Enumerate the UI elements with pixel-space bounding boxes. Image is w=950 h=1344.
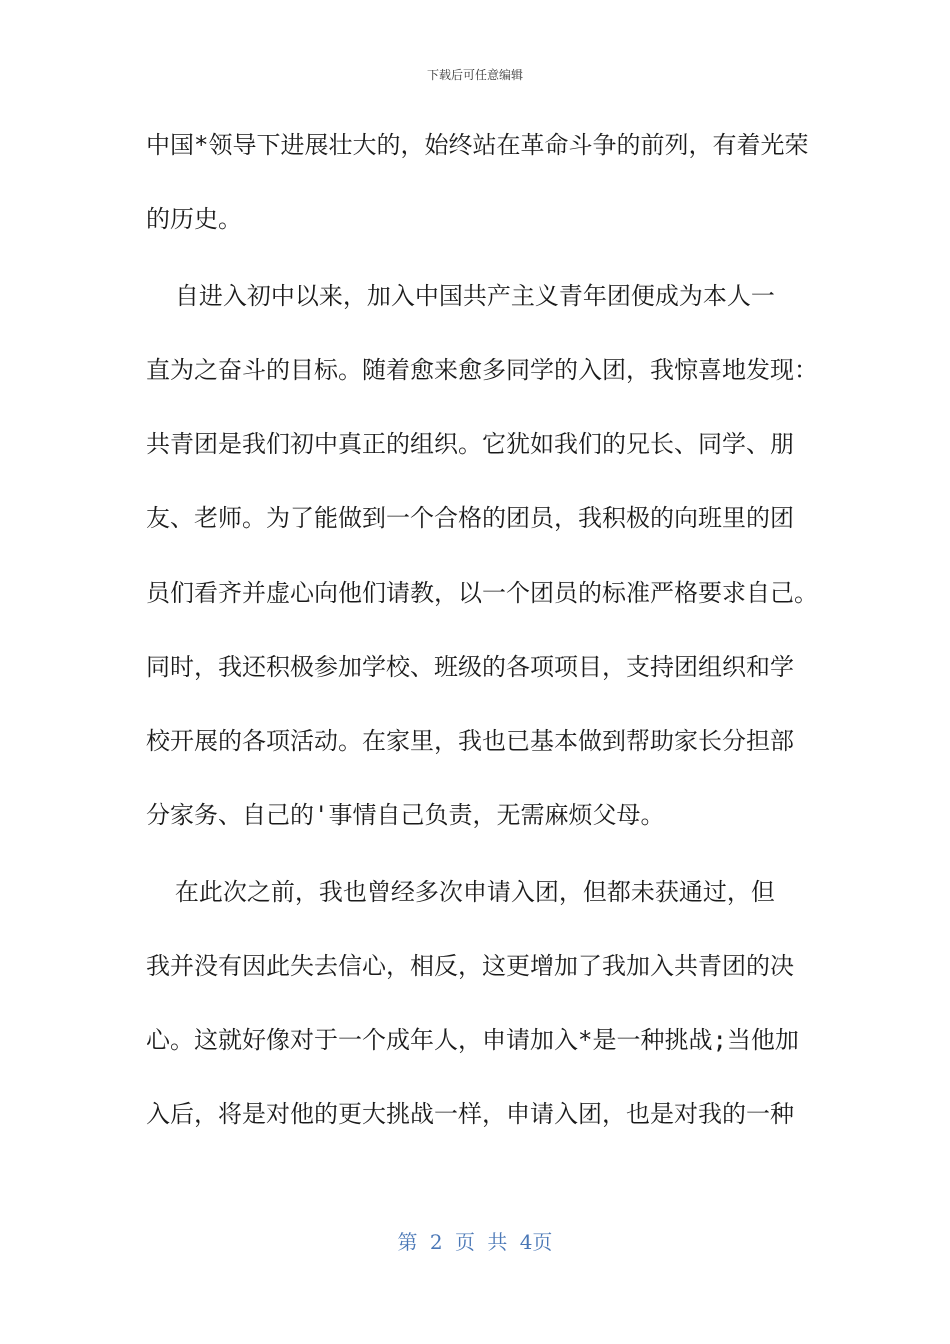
text-line: 心。这就好像对于一个成年人，申请加入*是一种挑战;当他加	[146, 1026, 799, 1054]
text-line: 的历史。	[146, 205, 242, 233]
text-line: 同时，我还积极参加学校、班级的各项项目，支持团组织和学	[146, 653, 794, 681]
text-line: 在此次之前，我也曾经多次申请入团，但都未获通过，但	[146, 878, 775, 906]
text-line: 共青团是我们初中真正的组织。它犹如我们的兄长、同学、朋	[146, 430, 794, 458]
text-line: 自进入初中以来，加入中国共产主义青年团便成为本人一	[146, 282, 775, 310]
text-line: 直为之奋斗的目标。随着愈来愈多同学的入团，我惊喜地发现：	[146, 356, 818, 384]
page-header: 下载后可任意编辑	[426, 68, 523, 82]
text-line: 我并没有因此失去信心，相反，这更增加了我加入共青团的决	[146, 952, 794, 980]
text-line: 员们看齐并虚心向他们请教，以一个团员的标准严格要求自己。	[146, 579, 818, 607]
text-line: 友、老师。为了能做到一个合格的团员，我积极的向班里的团	[146, 504, 794, 532]
text-line: 校开展的各项活动。在家里，我也已基本做到帮助家长分担部	[146, 727, 794, 755]
page-number-footer: 第 2 页 共 4页	[397, 1230, 553, 1254]
text-line: 入后，将是对他的更大挑战一样，申请入团，也是对我的一种	[146, 1100, 794, 1128]
text-line: 中国*领导下进展壮大的，始终站在革命斗争的前列，有着光荣	[146, 131, 809, 159]
text-line: 分家务、自己的'事情自己负责，无需麻烦父母。	[146, 801, 665, 829]
